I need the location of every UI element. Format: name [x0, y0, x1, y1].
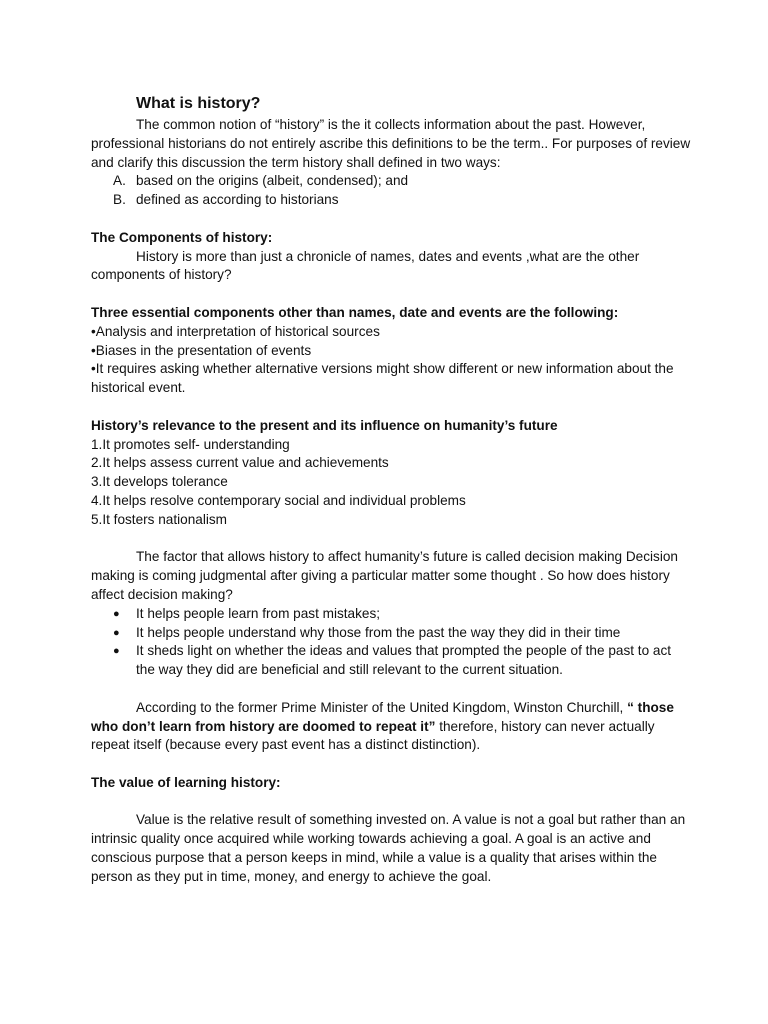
- list-item: [91, 624, 691, 643]
- relevance-item: 2.It helps assess current value and achievements: [91, 455, 389, 471]
- decision-list: [91, 605, 691, 680]
- spacer: [91, 680, 691, 699]
- essentials-item: •It requires asking whether alternative versions might show different or new information about the historical event.: [91, 361, 674, 396]
- spacer: [91, 793, 691, 812]
- relevance-item: 3.It develops tolerance: [91, 474, 228, 490]
- list-item: [91, 642, 691, 680]
- essentials-item: •Biases in the presentation of events: [91, 342, 312, 358]
- list-item-text: defined as according to historians: [136, 192, 339, 208]
- ways-list: [91, 172, 691, 210]
- churchill-outro-text: therefore, history can never actually repeat itself (because every past event has a distinct distinction).: [91, 718, 655, 753]
- intro-paragraph: The common notion of “history” is the it collects information about the past. However, professional historians do not entirely ascribe this definitions to be the term.. For purposes of review and clarify this discussion the term history shall defined in two ways:: [91, 117, 691, 170]
- churchill-paragraph: [91, 699, 691, 755]
- list-item-text: It sheds light on whether the ideas and values that prompted the people of the past to act the way they did are beneficial and still relevant to the current situation.: [136, 643, 672, 678]
- bullet-icon: ●: [113, 645, 120, 658]
- list-item-text: It helps people understand why those from the past the way they did in their time: [136, 624, 621, 640]
- list-item-text: It helps people learn from past mistakes;: [136, 605, 381, 621]
- relevance-heading: History’s relevance to the present and its influence on humanity’s future: [91, 417, 558, 433]
- relevance-item: 4.It helps resolve contemporary social and individual problems: [91, 492, 466, 508]
- list-item: [91, 605, 691, 624]
- bullet-icon: ●: [113, 607, 120, 620]
- list-marker: B.: [113, 192, 126, 208]
- decision-paragraph: The factor that allows history to affect humanity’s future is called decision making Decision making is coming judgmental after giving a particular matter some thought . So how does history affect decision making?: [91, 549, 678, 602]
- value-paragraph: Value is the relative result of something invested on. A value is not a goal but rather than an intrinsic quality once acquired while working towards achieving a goal. A goal is an active and conscious purpose that a person keeps in mind, while a value is a quality that arises within the person as they put in time, money, and energy to achieve the goal.: [91, 812, 686, 884]
- spacer: [91, 398, 691, 417]
- document-page: [91, 94, 691, 887]
- spacer: [91, 210, 691, 229]
- list-item: [91, 191, 691, 210]
- spacer: [91, 285, 691, 304]
- churchill-quote: “ those who don’t learn from history are doomed to repeat it”: [91, 699, 674, 734]
- value-heading: The value of learning history:: [91, 774, 281, 790]
- list-item: [91, 172, 691, 191]
- components-paragraph: History is more than just a chronicle of names, dates and events ,what are the other components of history?: [91, 248, 640, 283]
- essentials-item: •Analysis and interpretation of historical sources: [91, 323, 380, 339]
- essentials-heading: Three essential components other than names, date and events are the following:: [91, 304, 619, 320]
- spacer: [91, 530, 691, 549]
- bullet-icon: ●: [113, 626, 120, 639]
- list-item-text: based on the origins (albeit, condensed); and: [136, 173, 409, 189]
- list-marker: A.: [113, 173, 126, 189]
- page-title: What is history?: [136, 95, 261, 112]
- components-heading: The Components of history:: [91, 229, 273, 245]
- relevance-item: 5.It fosters nationalism: [91, 511, 227, 527]
- churchill-intro-text: According to the former Prime Minister of the United Kingdom, Winston Churchill,: [136, 699, 628, 715]
- spacer: [91, 755, 691, 774]
- relevance-item: 1.It promotes self- understanding: [91, 436, 290, 452]
